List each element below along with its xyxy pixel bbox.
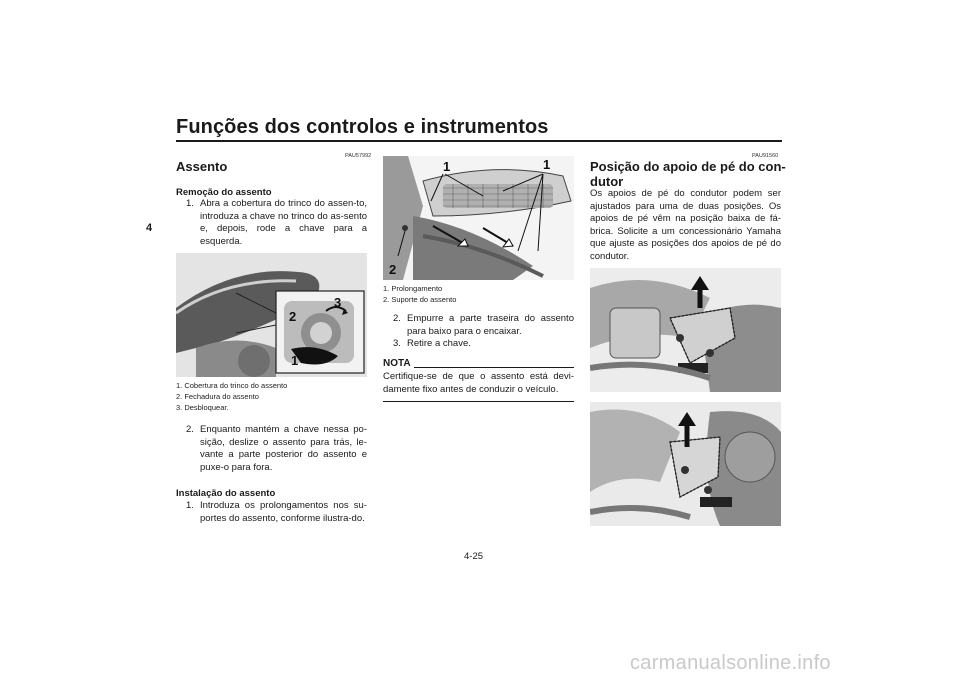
step-text: Retire a chave. [407,338,471,349]
step-number: 3. [393,338,401,349]
footrest-high-illustration [590,268,781,392]
nota-text: Certifique-se de que o assento está devi-damente fixo antes de conduzir o veículo. [383,371,574,395]
step-number: 2. [393,313,401,324]
section-code: PAU91560 [752,153,779,159]
caption-item: 2. Suporte do assento [383,295,457,304]
step-text: Empurre a parte traseira do assento para baixo para o encaixar. [407,313,574,337]
section-heading-footrest [590,159,786,189]
nota-label: NOTA [383,358,411,369]
seat-lock-illustration [176,253,367,377]
caption-item: 3. Desbloquear. [176,403,229,412]
heading-line: Posição do apoio de pé do con- [590,159,786,174]
page-header-title: Funções dos controlos e instrumentos [176,116,549,138]
step-text: Enquanto mantém a chave nessa po-sição, deslize o assento para trás, le-vante a parte posterior do assento e puxe-o para fora. [200,424,367,473]
figure-captions-left [176,380,287,413]
callout-2: 2 [289,309,297,324]
caption-item: 1. Cobertura do trinco do assento [176,381,288,390]
heading-line: dutor [590,174,624,189]
removal-step-2 [186,424,367,474]
install-step-1 [186,500,367,525]
watermark: carmanualsonline.info [630,652,831,674]
step-number: 1. [186,500,194,511]
subheading-removal: Remoção do assento [176,187,272,198]
page-number: 4-25 [464,551,484,562]
footrest-low-figure [590,402,781,526]
seat-bracket-figure [383,156,574,280]
footrest-paragraph: Os apoios de pé do condutor podem ser ajustados para uma de duas posições. Os apoios de pé vêm na posição baixa de fá-brica. Solicite a um concessionário Yamaha que ajuste as posições dos apoios de pé do condutor. [590,188,781,262]
footrest-low-illustration [590,402,781,526]
chapter-tab: 4 [146,222,153,234]
header-rule [176,140,782,142]
section-heading-seat: Assento [176,159,228,174]
removal-step-1 [186,198,367,248]
caption-item: 1. Prolongamento [383,284,443,293]
section-code: PAU57992 [345,153,372,159]
step-number: 2. [186,424,194,435]
callout-1-left: 1 [443,159,451,174]
callout-3: 3 [334,295,342,310]
callout-1: 1 [291,353,299,368]
caption-item: 2. Fechadura do assento [176,392,259,401]
step-text: Abra a cobertura do trinco do assen-to, introduza a chave no trinco do as-sento e, depois, rode a chave para a esquerda. [200,198,367,247]
seat-lock-figure [176,253,367,377]
footrest-high-figure [590,268,781,392]
nota-rule-top [414,367,574,368]
step-text: Introduza os prolongamentos nos su-portes do assento, conforme ilustra-do. [200,500,367,524]
install-step-3 [393,338,574,351]
step-number: 1. [186,198,194,209]
callout-1-right: 1 [543,157,551,172]
callout-2: 2 [389,262,397,277]
nota-rule-bottom [383,401,574,402]
subheading-installation: Instalação do assento [176,488,276,499]
seat-bracket-illustration [383,156,574,280]
figure-captions-middle [383,283,456,305]
install-step-2 [393,313,574,338]
